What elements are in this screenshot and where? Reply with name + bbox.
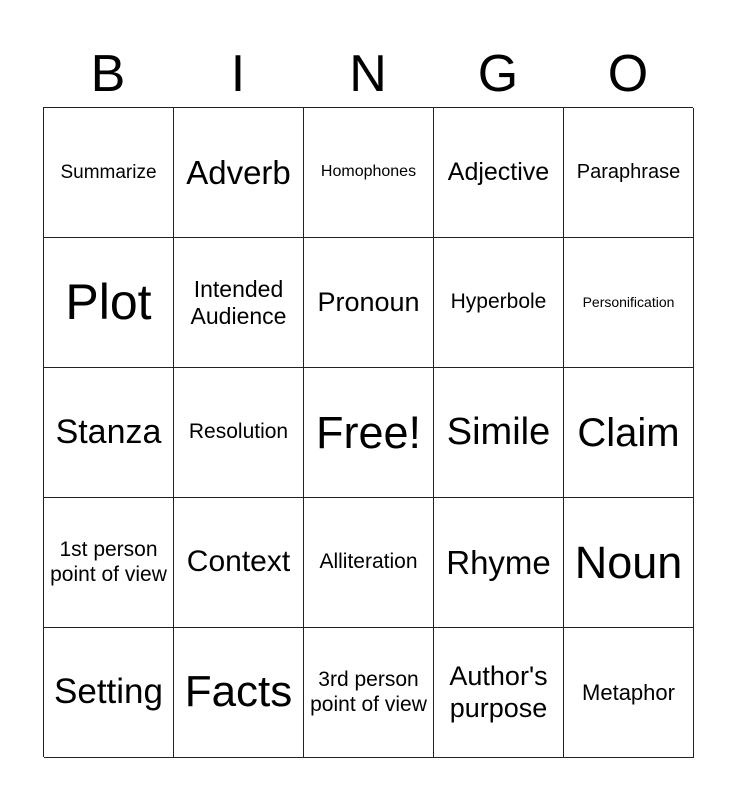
bingo-cell-label: Facts (184, 667, 293, 717)
bingo-cell[interactable] (174, 368, 304, 498)
header-letter-g: G (477, 45, 519, 103)
bingo-cell[interactable] (174, 238, 304, 368)
bingo-cell[interactable] (434, 238, 564, 368)
bingo-cell[interactable] (44, 498, 174, 628)
bingo-cell[interactable] (304, 238, 434, 368)
bingo-cell-label: Intended Audience (190, 276, 287, 329)
bingo-cell[interactable] (564, 628, 694, 758)
bingo-cell-label: Alliteration (319, 550, 418, 574)
bingo-cell[interactable] (564, 498, 694, 628)
bingo-cell[interactable] (174, 108, 304, 238)
bingo-cell[interactable] (174, 628, 304, 758)
bingo-cell-label: Simile (446, 410, 551, 453)
bingo-cell[interactable] (304, 108, 434, 238)
bingo-cell-label: Hyperbole (450, 290, 547, 314)
bingo-cell[interactable] (434, 108, 564, 238)
bingo-cell-label: Author's purpose (449, 661, 548, 723)
bingo-cell[interactable] (434, 368, 564, 498)
bingo-cell-label: Metaphor (582, 679, 675, 705)
header-letter-b: B (90, 45, 126, 103)
bingo-cell[interactable] (564, 368, 694, 498)
bingo-cell[interactable] (564, 108, 694, 238)
bingo-cell-label: 1st person point of view (50, 538, 167, 586)
bingo-cell[interactable] (434, 498, 564, 628)
bingo-cell[interactable] (304, 628, 434, 758)
bingo-cell-label: Personification (582, 294, 675, 311)
bingo-cell[interactable] (304, 498, 434, 628)
bingo-header (43, 40, 693, 108)
header-letter-i: I (230, 45, 246, 103)
bingo-cell-label: Rhyme (446, 543, 551, 581)
bingo-cell-label: Plot (65, 273, 152, 330)
bingo-cell-label: Pronoun (317, 286, 420, 317)
bingo-cell[interactable] (564, 238, 694, 368)
bingo-cell[interactable] (44, 238, 174, 368)
bingo-cell-label: Stanza (55, 412, 162, 451)
bingo-cell-label: Context (186, 545, 291, 579)
bingo-cell[interactable] (44, 108, 174, 238)
header-letter-n: N (349, 45, 387, 103)
bingo-cell-label: Homophones (320, 163, 417, 181)
bingo-cell-label: Setting (54, 672, 163, 712)
header-letter-o: O (607, 45, 649, 103)
bingo-cell-label: Adjective (447, 158, 550, 187)
bingo-cell-label: Resolution (188, 420, 289, 444)
bingo-cell-label: Claim (577, 410, 680, 455)
bingo-cell-label: Noun (574, 536, 683, 588)
bingo-cell-label: Summarize (60, 161, 157, 183)
bingo-cell[interactable] (304, 368, 434, 498)
bingo-cell-label: Free! (315, 406, 422, 458)
bingo-cell-label: 3rd person point of view (310, 668, 427, 716)
bingo-grid (43, 107, 693, 757)
bingo-cell[interactable] (434, 628, 564, 758)
bingo-cell[interactable] (44, 368, 174, 498)
bingo-cell-label: Adverb (186, 153, 291, 191)
bingo-cell[interactable] (174, 498, 304, 628)
bingo-cell-label: Paraphrase (576, 161, 681, 183)
bingo-cell[interactable] (44, 628, 174, 758)
